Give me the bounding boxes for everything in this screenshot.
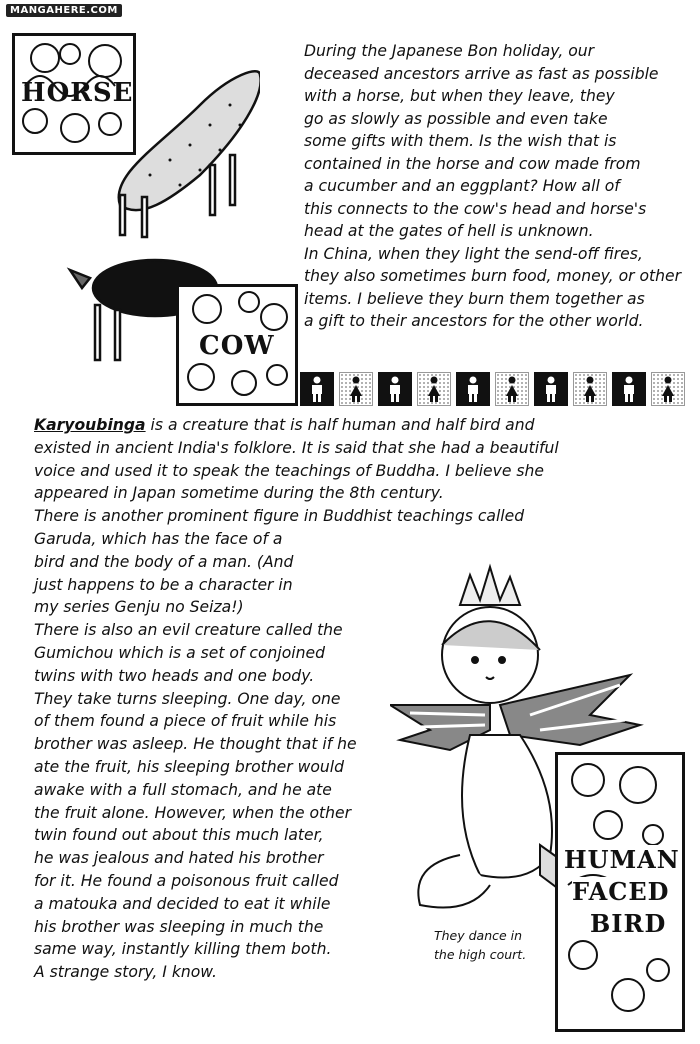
caption-line: the high court. <box>434 947 527 962</box>
text-line: just happens to be a character in <box>34 575 293 594</box>
text-line: go as slowly as possible and even take <box>304 109 608 128</box>
text-line: with a horse, but when they leave, they <box>304 87 615 105</box>
caption-line: They dance in <box>434 928 523 943</box>
text-line: my series Genju no Seiza!) <box>34 598 244 617</box>
text-line: a cucumber and an eggplant? How all of <box>304 177 620 195</box>
text-line: awake with a full stomach, and he ate <box>34 780 332 799</box>
text-line: items. I believe they burn them together as <box>304 289 645 308</box>
text-line: There is also an evil creature called the <box>34 621 343 640</box>
bird-label: BIRD <box>590 909 667 938</box>
text-line: contained in the horse and cow made from <box>304 154 641 173</box>
woman-icon <box>651 372 685 406</box>
text-line: There is another prominent figure in Buddhist teachings called <box>34 507 525 526</box>
woman-icon <box>417 372 451 406</box>
dance-caption <box>434 926 554 964</box>
faced-label: FACED <box>572 877 670 906</box>
woman-icon <box>339 372 373 406</box>
text-line: he was jealous and hated his brother <box>34 849 324 868</box>
text-line <box>34 414 594 437</box>
man-icon <box>456 372 490 406</box>
man-icon <box>378 372 412 406</box>
text-line: Garuda, which has the face of a <box>34 529 283 548</box>
woman-icon <box>573 372 607 406</box>
bon-holiday-paragraph <box>304 40 694 333</box>
text-line: A strange story, I know. <box>34 963 218 982</box>
human-faced-bird-label-box <box>555 752 685 1032</box>
human-label: HUMAN <box>564 845 680 874</box>
text-line: same way, instantly killing them both. <box>34 940 332 959</box>
text-line: ate the fruit, his sleeping brother would <box>34 757 345 776</box>
text-line: head at the gates of hell is unknown. <box>304 222 594 240</box>
man-icon <box>612 372 646 406</box>
text-line: twin found out about this much later, <box>34 826 324 845</box>
cow-label-box <box>176 284 298 406</box>
text-line: During the Japanese Bon holiday, our <box>304 42 595 60</box>
woman-icon <box>495 372 529 406</box>
cucumber-horse-figure <box>90 55 260 245</box>
text-line: They take turns sleeping. One day, one <box>34 689 341 708</box>
text-line: for it. He found a poisonous fruit called <box>34 871 339 890</box>
text-line: Gumichou which is a set of conjoined <box>34 643 325 662</box>
man-icon <box>534 372 568 406</box>
text-line: of them found a piece of fruit while his <box>34 712 337 731</box>
text-line: twins with two heads and one body. <box>34 666 315 685</box>
man-icon <box>300 372 334 406</box>
text-line: existed in ancient India's folklore. It is said that she had a beautiful <box>34 438 559 457</box>
karyoubinga-term: Karyoubinga <box>34 416 146 434</box>
text-line: deceased ancestors arrive as fast as possible <box>304 64 659 83</box>
text-line: appeared in Japan sometime during the 8th century. <box>34 484 444 503</box>
text-line: his brother was sleeping in much the <box>34 917 324 936</box>
horse-label: HORSE <box>21 78 134 108</box>
text-line: voice and used it to speak the teachings of Buddha. I believe she <box>34 461 545 480</box>
text-line: they also sometimes burn food, money, or other <box>304 267 682 285</box>
text-line: In China, when they light the send-off fires, <box>304 244 643 263</box>
text-line: this connects to the cow's head and horse's <box>304 199 647 218</box>
restroom-icon-strip <box>300 372 698 406</box>
text-line: brother was asleep. He thought that if he <box>34 735 357 754</box>
text-line: bird and the body of a man. (And <box>34 552 294 571</box>
text-line: a matouka and decided to eat it while <box>34 894 331 913</box>
cow-label: COW <box>199 331 275 361</box>
text-line: a gift to their ancestors for the other world. <box>304 312 644 330</box>
site-watermark: MANGAHERE.COM <box>6 4 122 17</box>
text-line: some gifts with them. Is the wish that is <box>304 132 617 150</box>
text-line: the fruit alone. However, when the other <box>34 803 352 822</box>
text-fragment: is a creature that is half human and half bird and <box>145 416 535 434</box>
